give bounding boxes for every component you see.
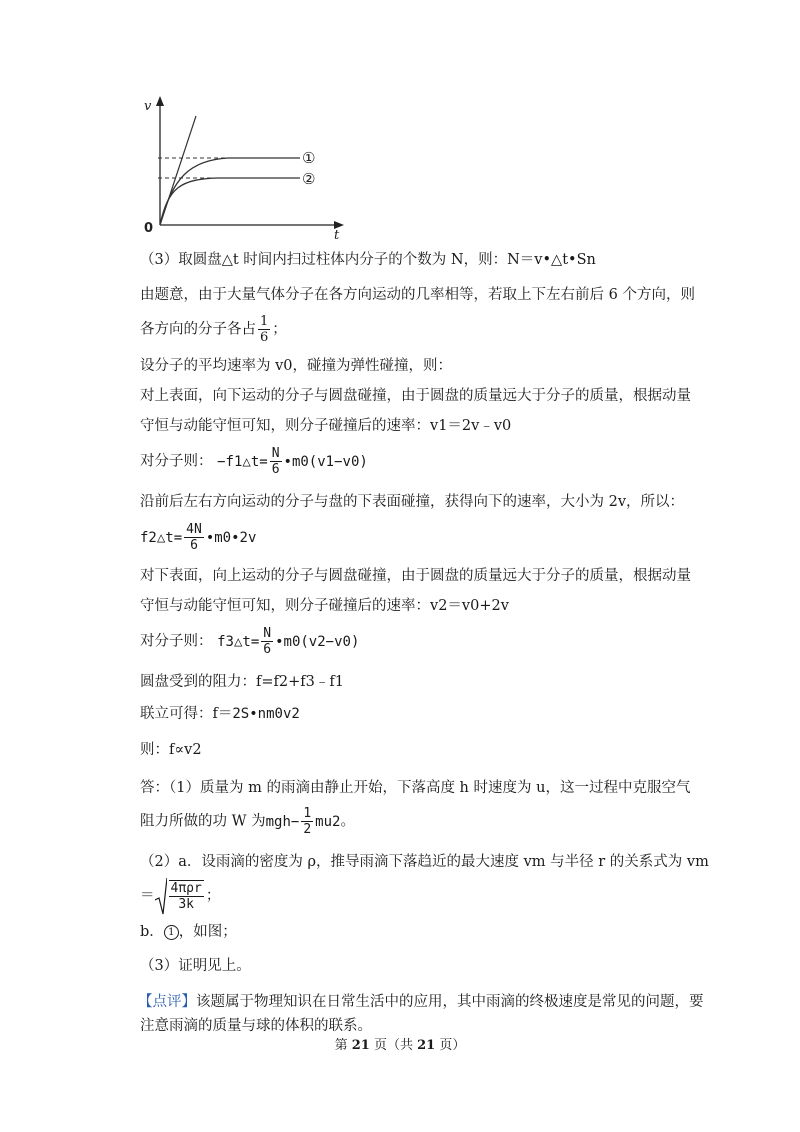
- fraction-denominator: 6: [260, 330, 269, 345]
- footer-pre: 第: [334, 1038, 352, 1053]
- formula-work-left: mgh−: [265, 813, 300, 830]
- text-line-11: 守恒与动能守恒可知，则分子碰撞后的速率：v2＝v0+2v: [140, 598, 509, 614]
- text-line-3-b: ；: [272, 321, 287, 338]
- text-line-18: （2）a．设雨滴的密度为 ρ，推导雨滴下落趋近的最大速度 vm 与半径 r 的关系式为 vm: [140, 854, 709, 870]
- fraction-denominator: 3k: [178, 897, 194, 912]
- text-line-6: 守恒与动能守恒可知，则分子碰撞后的速率：v1＝2v﹣v0: [140, 418, 512, 434]
- curve-2: [160, 178, 300, 225]
- fraction-one-sixth: [258, 314, 270, 345]
- footer-mid: 页（共: [369, 1038, 418, 1053]
- text-line-20-a: b．: [140, 924, 164, 940]
- text-line-3: [140, 314, 287, 345]
- formula-work-right: mu2: [315, 813, 341, 830]
- text-line-3-a: 各方向的分子各占: [140, 321, 256, 338]
- text-line-4: 设分子的平均速率为 v0，碰撞为弹性碰撞，则：: [140, 358, 453, 374]
- formula-work: [265, 806, 341, 837]
- text-line-2: 由题意，由于大量气体分子在各方向运动的几率相等，若取上下左右前后 6 个方向，则: [140, 287, 695, 303]
- y-axis-arrow: [156, 96, 164, 106]
- curve-1: [160, 158, 300, 225]
- fraction-numerator: 4πρr: [170, 881, 202, 896]
- text-line-12: [140, 626, 359, 657]
- formula-f1-left: −f1△t=: [217, 453, 268, 470]
- text-line-19: [140, 876, 220, 916]
- text-line-5: 对上表面，向下运动的分子与圆盘碰撞，由于圆盘的质量远大于分子的质量，根据动量: [140, 388, 691, 404]
- fraction-numerator: N: [263, 626, 272, 641]
- text-line-20: [140, 922, 237, 942]
- formula-f2: [140, 522, 257, 553]
- text-line-14: [140, 704, 300, 724]
- circled-number-one: 1: [164, 925, 179, 940]
- text-line-1: （3）取圆盘△t 时间内扫过柱体内分子的个数为 N，则：N＝v•△t•Sn: [140, 252, 596, 268]
- origin-label: 0: [144, 221, 154, 236]
- y-axis-label: v: [144, 99, 152, 114]
- text-line-10: 对下表面，向上运动的分子与圆盘碰撞，由于圆盘的质量远大于分子的质量，根据动量: [140, 568, 691, 584]
- sqrt-expression: [155, 876, 206, 916]
- text-line-7: [140, 446, 368, 477]
- text-line-12-label: 对分子则：: [140, 633, 213, 650]
- text-line-19-end: ；: [205, 888, 221, 904]
- fraction-denominator: 6: [190, 538, 198, 553]
- text-line-23: 注意雨滴的质量与球的体积的联系。: [140, 1018, 372, 1034]
- footer-page-number: 21: [351, 1038, 370, 1053]
- fraction-numerator: 4N: [186, 522, 202, 537]
- text-line-17-label: 阻力所做的功 W 为: [140, 813, 266, 830]
- formula-f3: [217, 626, 360, 657]
- text-line-17: [140, 806, 355, 837]
- formula-f1-right: •m0(v1−v0): [283, 453, 368, 470]
- curve-1-label: ①: [302, 149, 316, 167]
- text-line-22: [138, 992, 704, 1012]
- text-line-14-label: 联立可得：f＝: [140, 706, 233, 722]
- footer-post: 页）: [435, 1038, 466, 1053]
- text-line-8: 沿前后左右方向运动的分子与盘的下表面碰撞，获得向下的速率，大小为 2v，所以：: [140, 494, 685, 510]
- comment-label: 【点评】: [138, 994, 196, 1010]
- text-line-13: 圆盘受到的阻力：f=f2+f3﹣f1: [140, 674, 344, 690]
- velocity-time-graph: [128, 90, 348, 240]
- footer-total-pages: 21: [417, 1038, 436, 1053]
- curve-2-label: ②: [302, 170, 316, 188]
- fraction-4pir-over-3k: [169, 880, 204, 912]
- sqrt-sign-icon: [155, 876, 167, 916]
- text-line-16: 答：（1）质量为 m 的雨滴由静止开始，下落高度 h 时速度为 u，这一过程中克服空气: [140, 780, 691, 796]
- fraction-denominator: 6: [271, 462, 280, 477]
- text-line-7-label: 对分子则：: [140, 453, 213, 470]
- fraction-denominator: 2: [303, 822, 312, 837]
- text-line-17-end: 。: [340, 813, 355, 830]
- comment-text: 该题属于物理知识在日常生活中的应用，其中雨滴的终极速度是常见的问题，要: [196, 994, 704, 1010]
- formula-resistance: 2S•nm0v2: [232, 706, 300, 722]
- formula-f3-right: •m0(v2−v0): [275, 633, 360, 650]
- formula-f2-left: f2△t=: [140, 529, 183, 546]
- fraction-numerator: N: [271, 446, 280, 461]
- formula-f3-left: f3△t=: [217, 633, 260, 650]
- text-line-9: [140, 522, 256, 553]
- x-axis-label: t: [334, 228, 340, 240]
- text-line-15: 则：f∝v2: [140, 742, 202, 758]
- fraction-numerator: 1: [260, 314, 269, 329]
- text-line-19-pre: ＝: [140, 888, 155, 904]
- fraction-n-over-6: [261, 626, 273, 657]
- fraction-numerator: 1: [303, 806, 312, 821]
- fraction-denominator: 6: [263, 642, 272, 657]
- fraction-one-half: [301, 806, 313, 837]
- formula-f2-right: •m0•2v: [205, 529, 257, 546]
- fraction-4n-over-6: [184, 522, 204, 553]
- fraction-n-over-6: [270, 446, 282, 477]
- text-line-21: （3）证明见上。: [140, 958, 251, 974]
- page-footer: [0, 1034, 800, 1053]
- formula-f1: [217, 446, 368, 477]
- text-line-20-b: ，如图；: [178, 924, 237, 940]
